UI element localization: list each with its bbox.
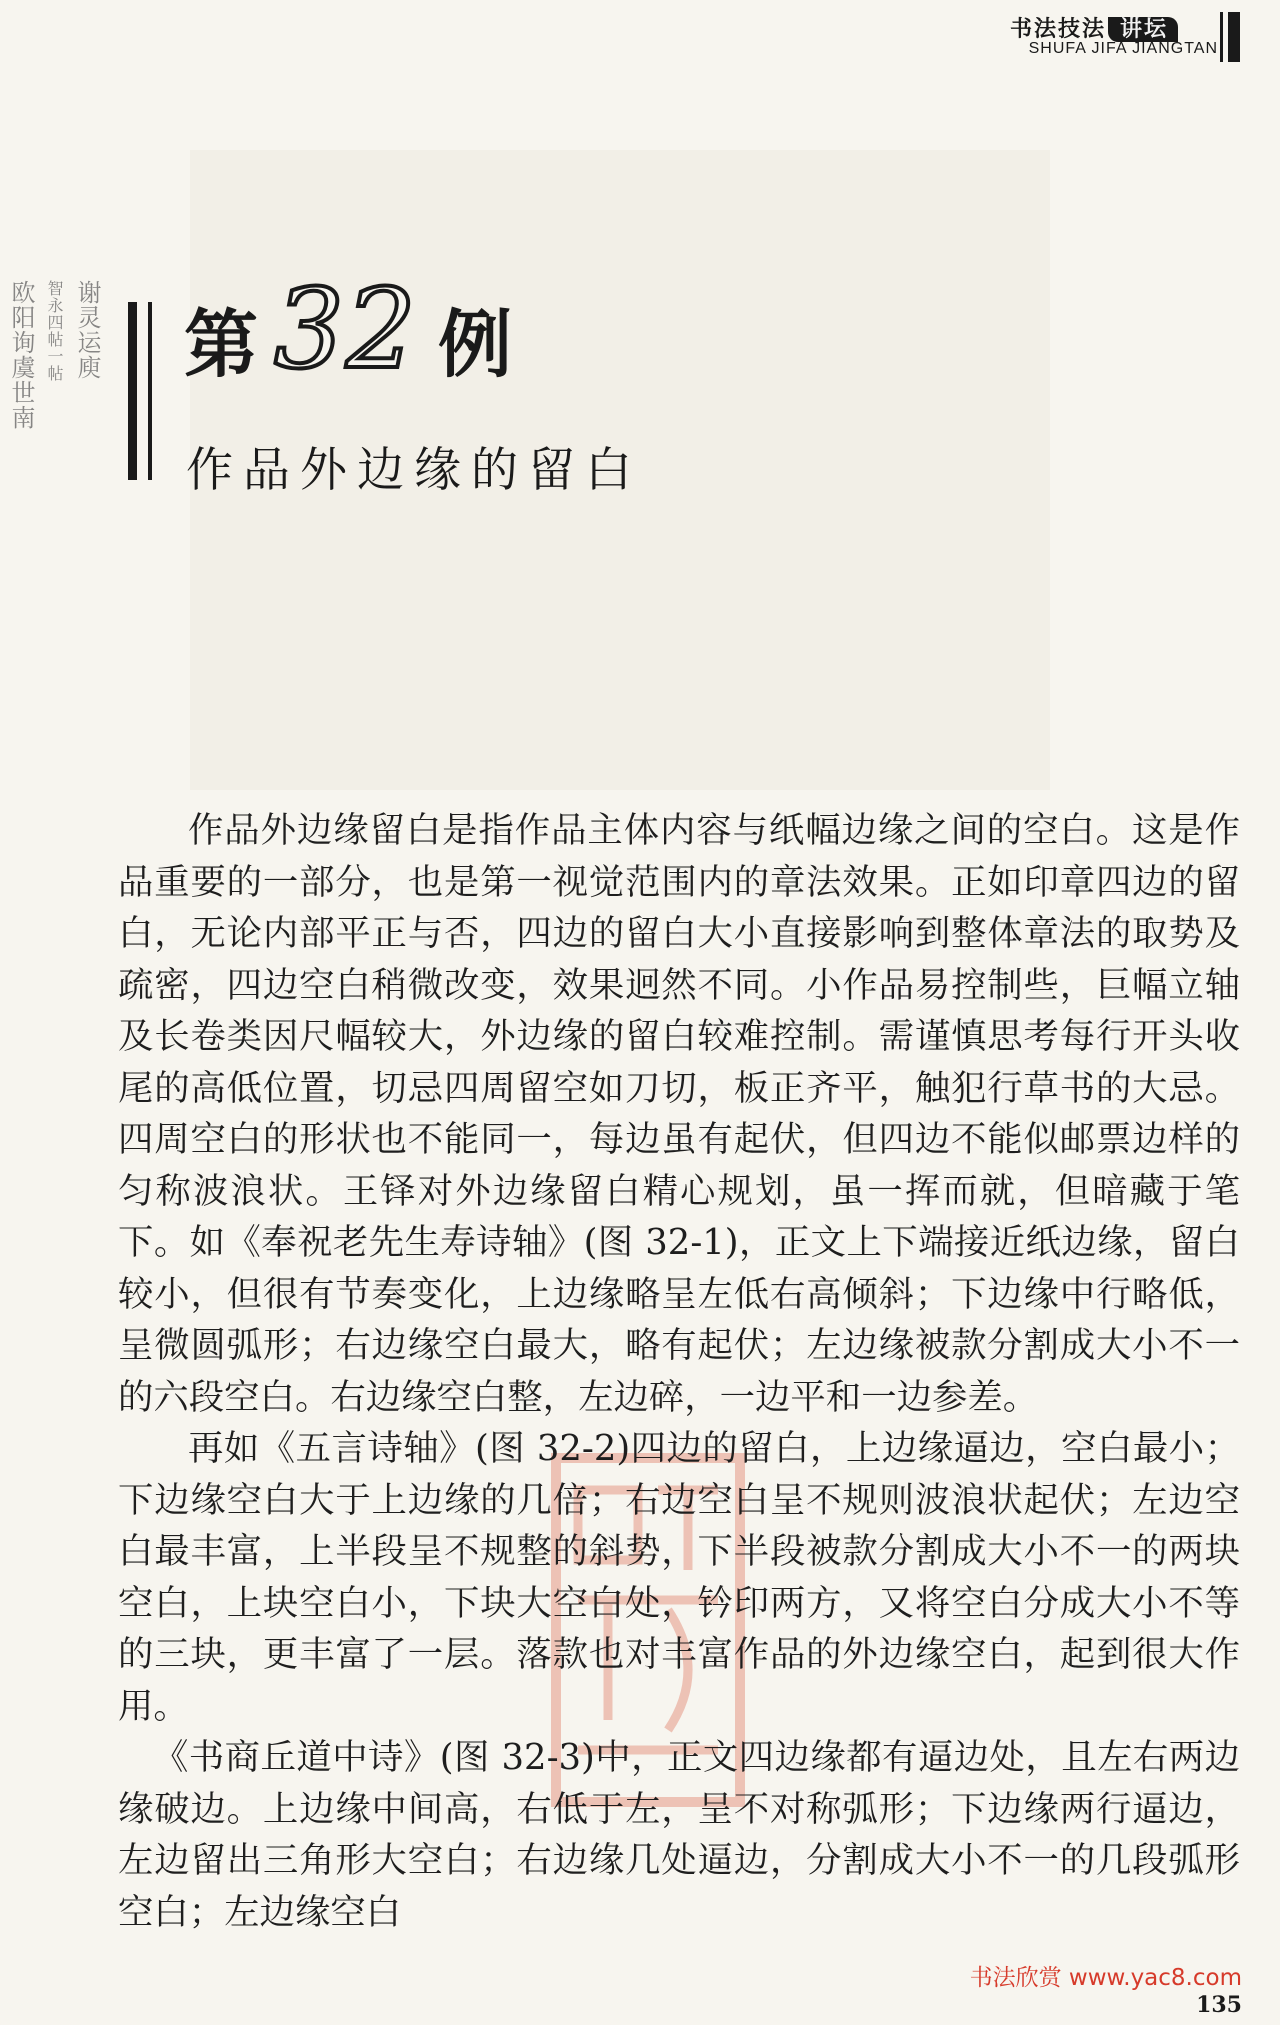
chapter-number: 32 [274,265,418,393]
calligraphy-column: 谢灵运庾 [73,280,101,380]
page-number: 135 [1196,1992,1242,2018]
calligraphy-column: 智永四帖一帖 [45,280,64,382]
header-title-en: SHUFA JIFA JIANGTAN [1028,40,1218,57]
title-bar-thick [128,302,137,480]
header-bar [1228,12,1240,62]
header-badge: 讲坛 [1108,17,1178,42]
title-suffix: 例 [437,302,512,388]
site-watermark: 书法欣赏 www.yac8.com [969,1965,1242,1991]
header-title-cn [1010,12,1178,43]
running-header [940,8,1240,64]
title-prefix: 第 [184,302,258,388]
header-title-text: 书法技法 [1009,17,1106,42]
calligraphy-column: 欧阳询虞世南 [7,280,35,430]
title-bar-thin [148,302,152,480]
body-paragraph: 再如《五言诗轴》(图 32-2)四边的留白，上边缘逼边，空白最小；下边缘空白大于上边缘的几倍；右边空白呈不规则波浪状起伏；左边空白最丰富，上半段呈不规整的斜势，下半段被款分割成大小不一的两块空白，上块空白小，下块大空白处，钤印两方，又将空白分成大小不等的三块，更丰富了一层。落款也对丰富作品的外边缘空白，起到很大作用。 [118,1428,1240,1727]
chapter-subtitle: 作品外边缘的留白 [186,443,642,498]
body-paragraph: 作品外边缘留白是指作品主体内容与纸幅边缘之间的空白。这是作品重要的一部分，也是第一视觉范围内的章法效果。正如印章四边的留白，无论内部平正与否，四边的留白大小直接影响到整体章法的取势及疏密，四边空白稍微改变，效果迥然不同。小作品易控制些，巨幅立轴及长卷类因尺幅较大，外边缘的留白较难控制。需谨慎思考每行开头收尾的高低位置，切忌四周留空如刀切，板正齐平，触犯行草书的大忌。四周空白的形状也不能同一，每边虽有起伏，但四边不能似邮票边样的匀称波浪状。王铎对外边缘留白精心规划，虽一挥而就，但暗藏于笔下。如《奉祝老先生寿诗轴》(图 32-1)，正文上下端接近纸边缘，留白较小，但很有节奏变化，上边缘略呈左低右高倾斜；下边缘中行略低，呈微圆弧形；右边缘空白最大，略有起伏；左边缘被款分割成大小不一的六段空白。右边缘空白整，左边碎，一边平和一边参差。 [118,810,1240,1418]
chapter-title [184,265,512,393]
body-paragraph: 《书商丘道中诗》(图 32-3)中，正文四边缘都有逼边处，且左右两边缘破边。上边缘中间高，右低于左，呈不对称弧形；下边缘两行逼边，左边留出三角形大空白；右边缘几处逼边，分割成大小不一的几段弧形空白；左边缘空白 [118,1737,1240,1933]
body-text [118,805,1240,1938]
margin-calligraphy [4,280,105,530]
header-thin-bar [1220,12,1223,62]
